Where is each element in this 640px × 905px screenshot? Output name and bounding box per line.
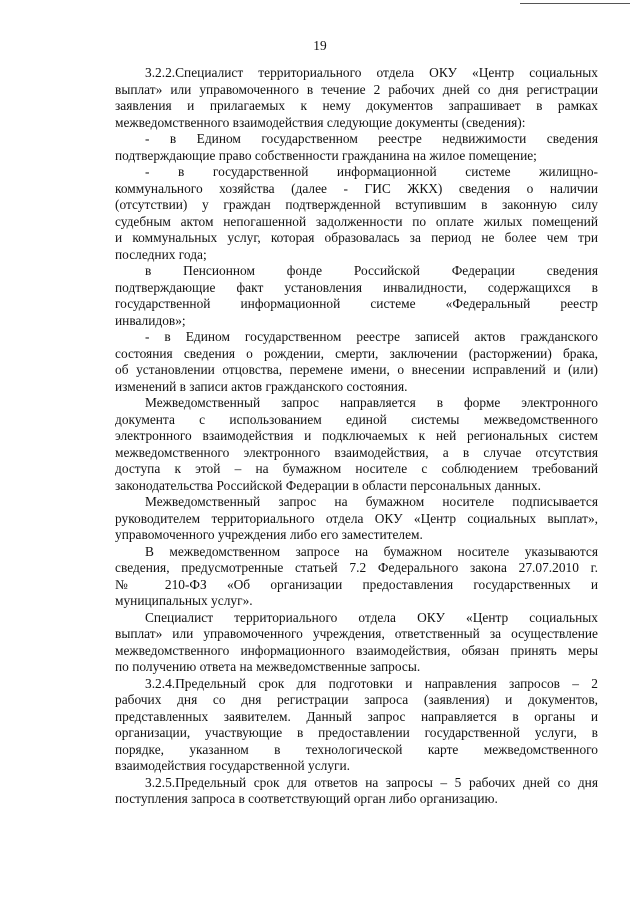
text-line: по получению ответа на межведомственные запросы. — [115, 659, 421, 674]
text-line: порядке, указанном в технологической карте межведомственного — [115, 741, 598, 757]
text-line: № 210-ФЗ «Об организации предоставления государственных и — [115, 576, 598, 592]
text-line: 3.2.4.Предельный срок для подготовки и направления запросов – 2 — [145, 675, 598, 691]
text-line: государственной информационной системе «Федеральный реестр — [115, 296, 598, 311]
text-line: взаимодействия государственной услуги. — [115, 758, 351, 773]
text-line: коммунального хозяйства (далее - ГИС ЖКХ) сведения о наличии — [115, 180, 598, 196]
text-line: сведения, предусмотренные статьей 7.2 Федерального закона 27.07.2010 г. — [115, 560, 598, 575]
text-line: выплат» или управомоченного в течение 2 рабочих дней со дня регистрации — [115, 81, 598, 97]
text-line: подтверждающие факт установления инвалидности, содержащихся в — [115, 279, 598, 295]
text-line: муниципальных услуг». — [115, 593, 253, 608]
text-line: Специалист территориального отдела ОКУ «Центр социальных — [145, 609, 598, 625]
text-line: последних года; — [115, 246, 207, 262]
text-line: межведомственного взаимодействия следующие документы (сведения): — [115, 114, 526, 130]
text-line: - в Едином государственном реестре недвижимости сведения — [145, 131, 598, 146]
top-rule — [520, 3, 630, 4]
text-line: поступления запроса в соответствующий орган либо организацию. — [115, 791, 498, 806]
text-line: - в государственной информационной системе жилищно- — [145, 164, 598, 179]
text-line: и коммунальных услуг, которая образовалась за период не более чем три — [115, 230, 598, 245]
text-line: - в Едином государственном реестре записей актов гражданского — [145, 329, 598, 344]
page-number: 19 — [313, 38, 327, 53]
text-line: в Пенсионном фонде Российской Федерации сведения — [145, 263, 598, 278]
document-body — [115, 65, 598, 808]
text-line: Межведомственный запрос направляется в форме электронного — [145, 395, 598, 410]
text-line: Межведомственный запрос на бумажном носителе подписывается — [145, 494, 598, 509]
text-line: (отсутствии) у граждан подтвержденной вступившим в законную силу — [115, 197, 598, 212]
text-line: электронного взаимодействия и подключаемых к ней региональных систем — [115, 428, 598, 443]
text-line: межведомственного электронного взаимодействия, а в случае отсутствия — [115, 444, 598, 460]
text-line: заявления и прилагаемых к нему документов запрашивает в рамках — [115, 98, 598, 113]
text-line: законодательства Российской Федерации в области персональных данных. — [115, 477, 541, 493]
text-line: доступа к этой – на бумажном носителе с соблюдением требований — [115, 461, 598, 476]
text-line: руководителем территориального отдела ОКУ «Центр социальных выплат», — [115, 510, 598, 526]
text-line: выплат» или управомоченного учреждения, ответственный за осуществление — [115, 626, 598, 641]
text-line: В межведомственном запросе на бумажном носителе указываются — [145, 543, 598, 559]
text-line: организации, участвующие в предоставлении государственной услуги, в — [115, 725, 598, 740]
text-line: об установлении отцовства, перемене имени, о внесении исправлений и (или) — [115, 362, 598, 377]
text-line: инвалидов»; — [115, 312, 186, 328]
text-line: 3.2.2.Специалист территориального отдела ОКУ «Центр социальных — [145, 65, 598, 80]
text-line: документа с использованием единой системы межведомственного — [115, 411, 598, 427]
text-line: межведомственного информационного взаимодействия, обязан принять меры — [115, 642, 598, 658]
text-line: изменений в записи актов гражданского состояния. — [115, 378, 408, 394]
text-line: судебным актом непогашенной задолженности по оплате жилых помещений — [115, 213, 598, 229]
text-line: состояния сведения о рождении, смерти, заключении (расторжении) брака, — [115, 345, 598, 361]
text-line: подтверждающие право собственности гражданина на жилое помещение; — [115, 147, 537, 163]
text-line: 3.2.5.Предельный срок для ответов на запросы – 5 рабочих дней со дня — [145, 774, 598, 790]
text-line: управомоченного учреждения либо его заместителем. — [115, 527, 423, 542]
text-line: рабочих дня со дня регистрации запроса (заявления) и документов, — [115, 692, 598, 707]
text-line: представленных заявителем. Данный запрос направляется в органы и — [115, 708, 598, 724]
